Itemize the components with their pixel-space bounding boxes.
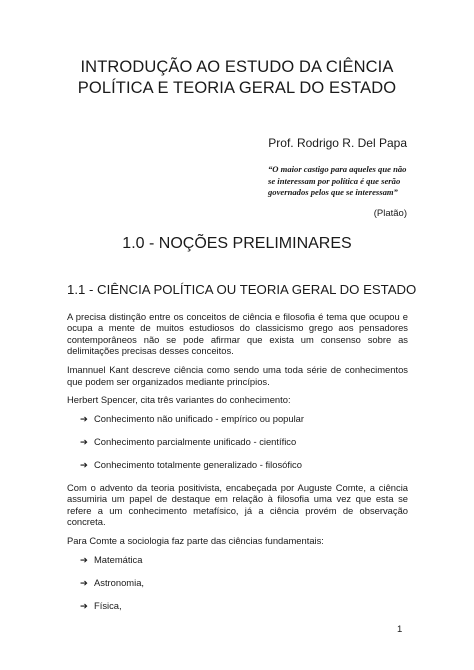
page-number: 1 (397, 624, 403, 635)
arrow-icon: ➔ (80, 436, 88, 448)
author-name: Prof. Rodrigo R. Del Papa (268, 136, 407, 150)
list-item-label: Física, (94, 599, 122, 611)
list-item (80, 554, 408, 565)
arrow-icon: ➔ (80, 599, 88, 611)
list-item (80, 459, 408, 470)
list-item-label: Matemática (94, 554, 143, 566)
list-item (80, 436, 408, 447)
quote-line-2: se interessam por política é que serão (268, 175, 401, 186)
title-line-1: INTRODUÇÃO AO ESTUDO DA CIÊNCIA (80, 58, 394, 76)
list-item-label: Conhecimento parcialmente unificado - científico (94, 436, 297, 448)
fundamental-sciences-list (67, 554, 408, 611)
document-title (40, 57, 434, 99)
section-heading: 1.0 - NOÇÕES PRELIMINARES (122, 235, 352, 252)
body-text (67, 311, 408, 623)
quote-line-1: “O maior castigo para aqueles que não (268, 164, 407, 174)
list-item (80, 600, 408, 611)
quote-line-3: governados pelos que se interessam” (268, 187, 398, 197)
arrow-icon: ➔ (80, 577, 88, 588)
arrow-icon: ➔ (80, 413, 88, 425)
paragraph-1: A precisa distinção entre os conceitos de ciência e filosofia é tema que ocupou e ocupa a mente de muitos estudiosos do classicismo grego aos pensadores contemporâneos não se pode afirmar que exista um consenso sobre as delimitações precisas desses conceitos. (67, 311, 408, 357)
paragraph-4: Com o advento da teoria positivista, encabeçada por Auguste Comte, a ciência assumiria um papel de destaque em relação à filosofia uma vez que esta se refere a um conhecimento metafísico, já a ciência provém de observação concreta. (67, 482, 408, 528)
epigraph-quote (268, 164, 408, 199)
list-item-label: Conhecimento não unificado - empírico ou popular (94, 413, 305, 425)
paragraph-5: Para Comte a sociologia faz parte das ciências fundamentais: (67, 535, 324, 547)
arrow-icon: ➔ (80, 554, 88, 566)
arrow-icon: ➔ (80, 459, 88, 471)
title-line-2: POLÍTICA E TEORIA GERAL DO ESTADO (77, 79, 397, 97)
paragraph-2: Imannuel Kant descreve ciência como sendo uma toda série de conhecimentos que podem ser organizados mediante princípios. (67, 364, 408, 387)
subsection-heading: 1.1 - CIÊNCIA POLÍTICA OU TEORIA GERAL DO ESTADO (67, 282, 417, 297)
paragraph-3: Herbert Spencer, cita três variantes do conhecimento: (67, 394, 291, 406)
knowledge-variants-list (67, 413, 408, 470)
list-item (80, 413, 408, 424)
list-item-label: Conhecimento totalmente generalizado - filosófico (94, 459, 302, 471)
list-item (80, 577, 408, 588)
list-item-label: Astronomia, (94, 577, 145, 588)
quote-source: (Platão) (373, 208, 407, 219)
